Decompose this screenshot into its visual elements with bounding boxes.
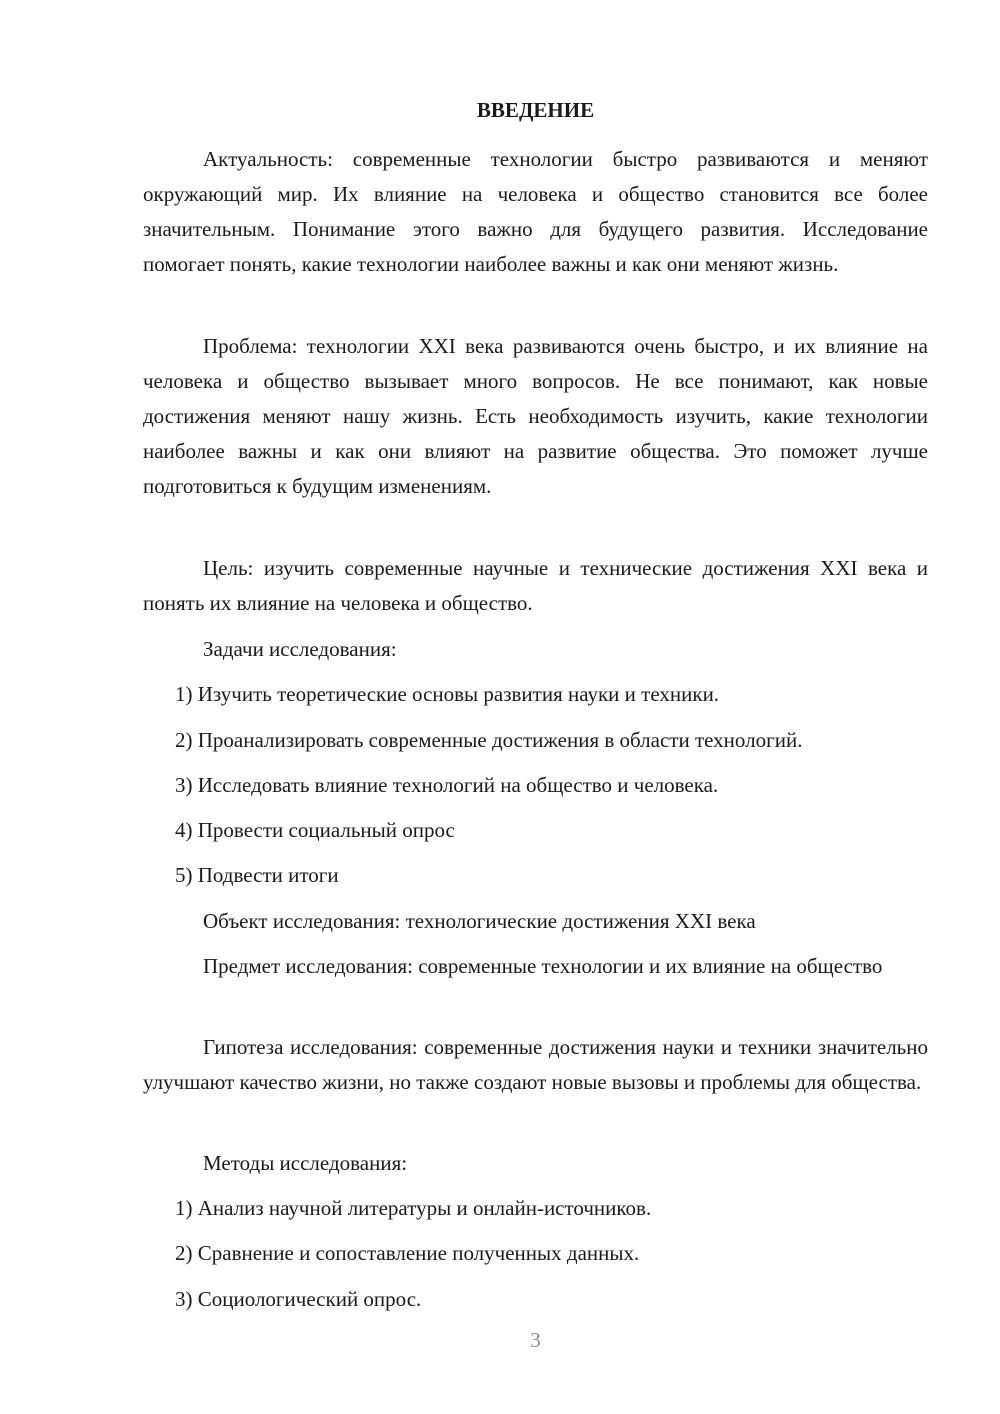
relevance-text: Актуальность: современные технологии быстро развиваются и меняют окружающий мир. Их влияние на человека и общество становится все более значительным. Понимание этого важно для будущего развития. Исследование помогает понять, какие технологии наиболее важны и как они меняют жизнь. (143, 147, 928, 276)
section-title: ВВЕДЕНИЕ (476, 98, 595, 122)
task-item-1: 1) Изучить теоретические основы развития науки и техники. (175, 682, 720, 706)
hypothesis-text: Гипотеза исследования: современные достижения науки и техники значительно улучшают качество жизни, но также создают новые вызовы и проблемы для общества. (143, 1035, 928, 1094)
object-line: Объект исследования: технологические достижения XXI века (203, 909, 756, 933)
method-item-3: 3) Социологический опрос. (175, 1287, 422, 1311)
subject-text: Предмет исследования: современные технологии и их влияние на общество (203, 954, 883, 978)
page-number: 3 (530, 1328, 541, 1352)
methods-heading: Методы исследования: (203, 1151, 408, 1175)
method-item-1: 1) Анализ научной литературы и онлайн-источников. (175, 1196, 652, 1220)
problem-paragraph (143, 329, 928, 504)
relevance-paragraph (143, 142, 928, 282)
subject-paragraph (143, 949, 928, 984)
method-item-2: 2) Сравнение и сопоставление полученных данных. (175, 1241, 640, 1265)
task-item-4: 4) Провести социальный опрос (175, 818, 455, 842)
tasks-heading: Задачи исследования: (203, 637, 397, 661)
problem-text: Проблема: технологии XXI века развиваются очень быстро, и их влияние на человека и общество вызывает много вопросов. Не все понимают, как новые достижения меняют нашу жизнь. Есть необходимость изучить, какие технологии наиболее важны и как они влияют на развитие общества. Это поможет лучше подготовиться к будущим изменениям. (143, 334, 928, 498)
task-item-5: 5) Подвести итоги (175, 863, 339, 887)
hypothesis-paragraph (143, 1030, 928, 1100)
task-item-2: 2) Проанализировать современные достижения в области технологий. (175, 728, 803, 752)
goal-text: Цель: изучить современные научные и технические достижения XXI века и понять их влияние на человека и общество. (143, 556, 928, 615)
task-item-3: 3) Исследовать влияние технологий на общество и человека. (175, 773, 719, 797)
goal-paragraph (143, 551, 928, 621)
